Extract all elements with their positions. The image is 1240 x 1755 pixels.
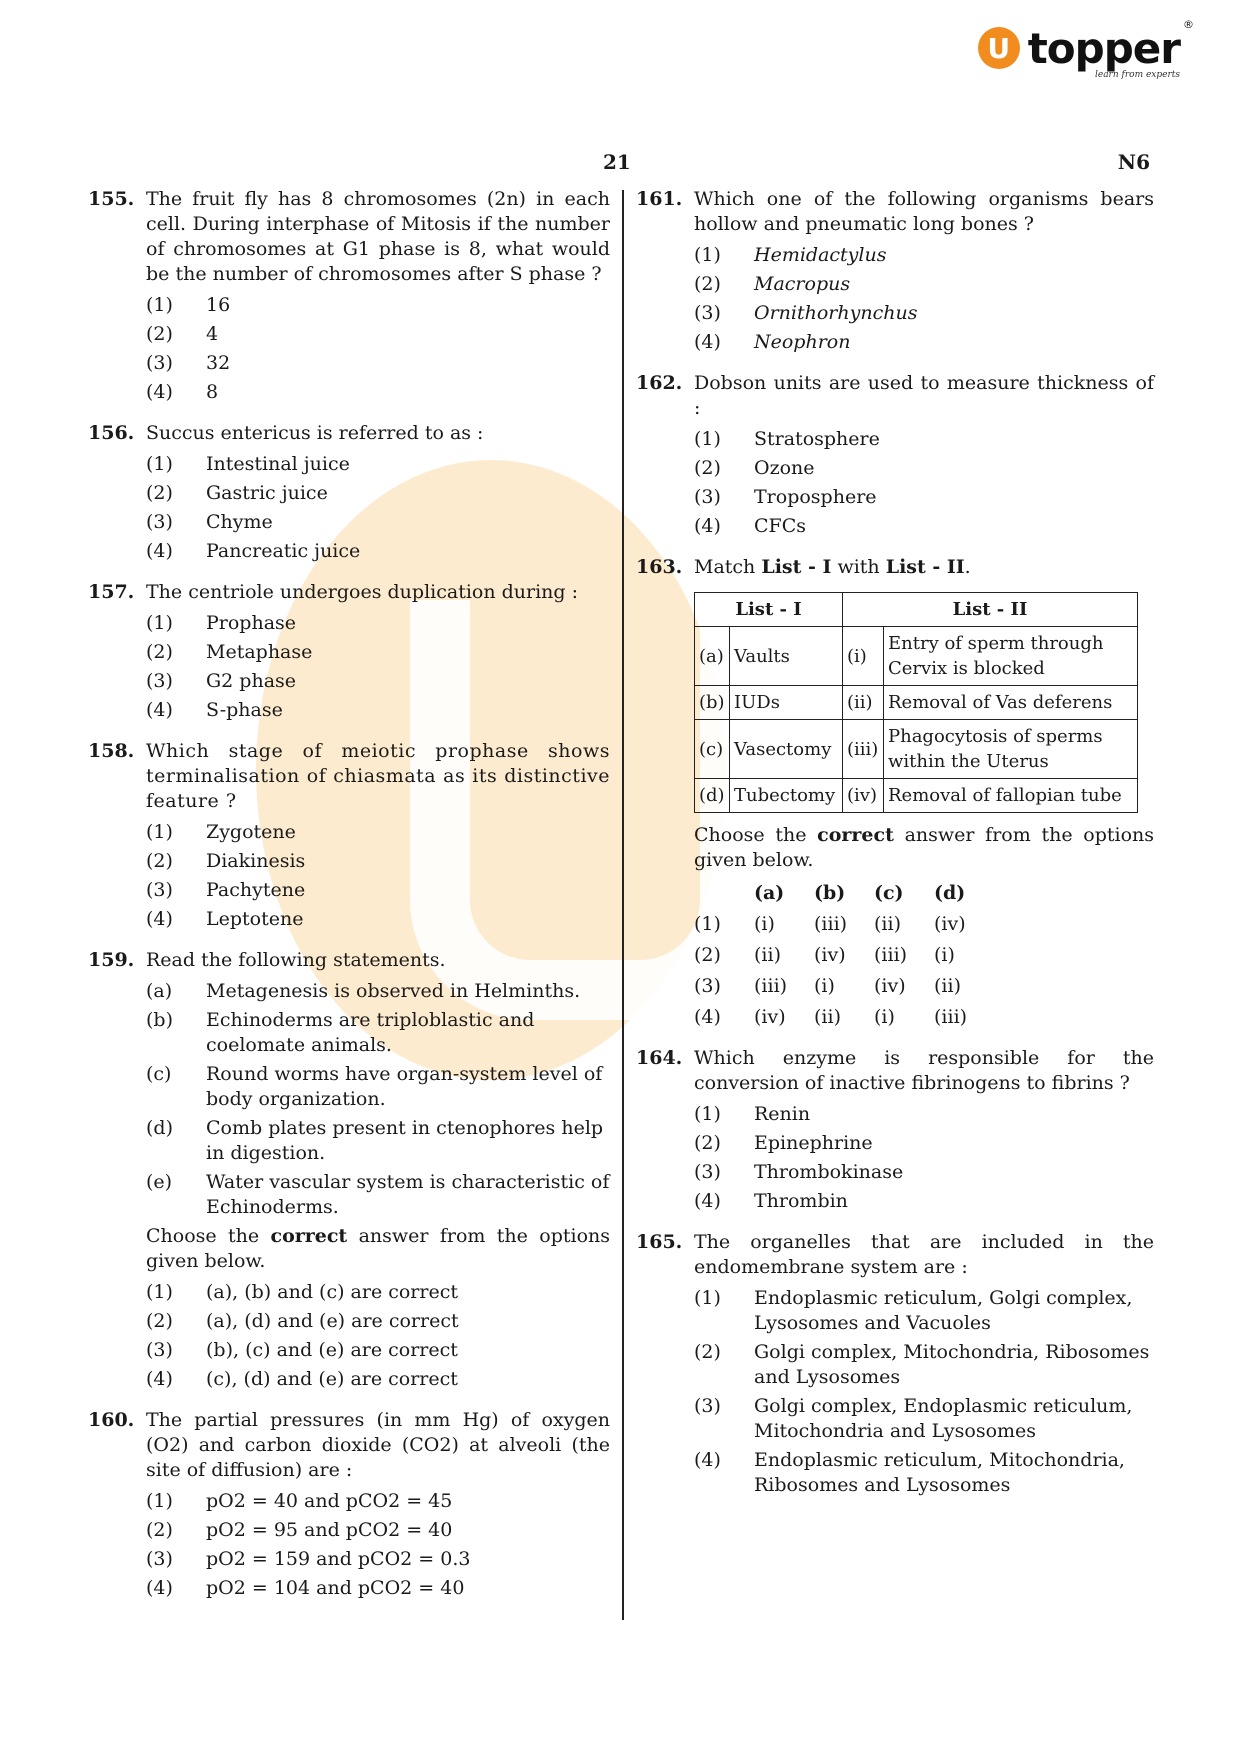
option: (1) 16: [146, 294, 231, 316]
logo-tagline: learn from experts: [1094, 70, 1180, 80]
statement: (a) Metagenesis is observed in Helminths.: [146, 980, 581, 1002]
option: (2) Epinephrine: [694, 1132, 873, 1154]
option: (3) 32: [146, 352, 231, 374]
option: (1) Zygotene: [146, 821, 296, 843]
option: (4) Leptotene: [146, 908, 304, 930]
question-number: 162.: [636, 372, 683, 394]
question-165: [636, 1230, 1154, 1498]
option: (1) Renin: [694, 1103, 811, 1125]
option: (1) pO2 = 40 and pCO2 = 45: [146, 1490, 453, 1512]
question-stem: The fruit fly has 8 chromosomes (2n) in each cell. During interphase of Mitosis if the number of chromosomes at G1 phase is 8, what would be the number of chromosomes after S phase ?: [146, 188, 610, 285]
option: (4) CFCs: [694, 515, 807, 537]
option: (1) Endoplasmic reticulum, Golgi complex, Lysosomes and Vacuoles: [694, 1287, 1133, 1334]
paper-code: N6: [1117, 150, 1150, 174]
statement: (c) Round worms have organ-system level of body organization.: [146, 1063, 603, 1110]
table-row: (a) Vaults (i) Entry of sperm through Cervix is blocked: [695, 627, 1138, 686]
option: (4) Endoplasmic reticulum, Mitochondria, Ribosomes and Lysosomes: [694, 1449, 1125, 1496]
option: (3) G2 phase: [146, 670, 297, 692]
question-160: [88, 1408, 610, 1601]
question-stem: Which one of the following organisms bears hollow and pneumatic long bones ?: [694, 188, 1154, 235]
question-stem: Which stage of meiotic prophase shows terminalisation of chiasmata as its distinctive feature ?: [146, 740, 610, 812]
question-158: [88, 739, 610, 932]
option: (4) Neophron: [694, 331, 851, 353]
question-number: 157.: [88, 581, 135, 603]
table-row: (b) IUDs (ii) Removal of Vas deferens: [695, 686, 1138, 720]
answer-instruction: Choose the correct answer from the options given below.: [146, 1225, 610, 1272]
option: (3) (b), (c) and (e) are correct: [146, 1339, 458, 1361]
question-number: 160.: [88, 1409, 135, 1431]
option: (2) Macropus: [694, 273, 851, 295]
logo-text: topper: [1027, 23, 1180, 73]
page-number: 21: [603, 150, 631, 174]
option: (2) (a), (d) and (e) are correct: [146, 1310, 459, 1332]
option: (3) Ornithorhynchus: [694, 302, 918, 324]
option: (2) Diakinesis: [146, 850, 306, 872]
option: (1) (a), (b) and (c) are correct: [146, 1281, 458, 1303]
question-number: 159.: [88, 949, 135, 971]
table-row: (c) Vasectomy (iii) Phagocytosis of sperms within the Uterus: [695, 720, 1138, 779]
column-divider: [622, 190, 624, 1620]
option: (1) Hemidactylus: [694, 244, 887, 266]
option: (1) Stratosphere: [694, 428, 880, 450]
statement: (e) Water vascular system is characteristic of Echinoderms.: [146, 1171, 610, 1218]
option: (3) Golgi complex, Endoplasmic reticulum, Mitochondria and Lysosomes: [694, 1395, 1133, 1442]
option: (2) Ozone: [694, 457, 815, 479]
question-number: 158.: [88, 740, 135, 762]
question-number: 163.: [636, 556, 683, 578]
question-stem: Which enzyme is responsible for the conversion of inactive fibrinogens to fibrins ?: [694, 1047, 1154, 1094]
option: (1) Intestinal juice: [146, 453, 350, 475]
registered-icon: ®: [1183, 18, 1194, 31]
question-163: [636, 555, 1154, 1030]
question-stem: Succus entericus is referred to as :: [146, 422, 484, 444]
question-156: [88, 421, 610, 564]
answer-codes: (a) (b) (c) (d) (1) (i) (iii) (ii) (iv) (2) (ii) (iv) (iii) (i) (3) (iii) (i) (iv) (ii) (4) (iv) (ii) (i) (iii): [694, 882, 968, 1028]
question-number: 156.: [88, 422, 135, 444]
option: (4) 8: [146, 381, 219, 403]
option: (2) Gastric juice: [146, 482, 328, 504]
logo-mark-icon: U: [978, 27, 1020, 69]
question-number: 164.: [636, 1047, 683, 1069]
question-155: [88, 187, 610, 405]
option: (4) Pancreatic juice: [146, 540, 361, 562]
list2-header: List - II: [843, 593, 1138, 627]
brand-logo: [978, 12, 1194, 84]
question-stem: Dobson units are used to measure thickness of :: [694, 372, 1154, 419]
question-stem: Match List - I with List - II.: [694, 556, 971, 578]
option: (4) Thrombin: [694, 1190, 848, 1212]
question-161: [636, 187, 1154, 355]
option: (1) Prophase: [146, 612, 297, 634]
option: (3) pO2 = 159 and pCO2 = 0.3: [146, 1548, 471, 1570]
option: (3) Troposphere: [694, 486, 877, 508]
answer-instruction: Choose the correct answer from the options given below.: [694, 824, 1154, 871]
option: (2) pO2 = 95 and pCO2 = 40: [146, 1519, 453, 1541]
option: (4) pO2 = 104 and pCO2 = 40: [146, 1577, 465, 1599]
option: (4) (c), (d) and (e) are correct: [146, 1368, 458, 1390]
question-164: [636, 1046, 1154, 1214]
table-row: (d) Tubectomy (iv) Removal of fallopian tube: [695, 779, 1138, 813]
question-stem: Read the following statements.: [146, 949, 446, 971]
option: (2) Metaphase: [146, 641, 313, 663]
question-number: 161.: [636, 188, 683, 210]
list1-header: List - I: [695, 593, 843, 627]
option: (2) 4: [146, 323, 219, 345]
option: (4) S-phase: [146, 699, 283, 721]
question-number: 165.: [636, 1231, 683, 1253]
option: (3) Pachytene: [146, 879, 306, 901]
statement: (d) Comb plates present in ctenophores help in digestion.: [146, 1117, 604, 1164]
question-stem: The organelles that are included in the endomembrane system are :: [694, 1231, 1154, 1278]
left-column: [88, 187, 610, 1617]
option: (3) Thrombokinase: [694, 1161, 904, 1183]
question-stem: The partial pressures (in mm Hg) of oxygen (O2) and carbon dioxide (CO2) at alveoli (the site of diffusion) are :: [146, 1409, 610, 1481]
question-162: [636, 371, 1154, 539]
question-number: 155.: [88, 188, 135, 210]
statement: (b) Echinoderms are triploblastic and coelomate animals.: [146, 1009, 535, 1056]
match-table: [694, 592, 1138, 813]
option: (3) Chyme: [146, 511, 273, 533]
option: (2) Golgi complex, Mitochondria, Ribosomes and Lysosomes: [694, 1341, 1150, 1388]
question-159: [88, 948, 610, 1392]
question-157: [88, 580, 610, 723]
right-column: [636, 187, 1154, 1514]
question-stem: The centriole undergoes duplication during :: [146, 581, 579, 603]
